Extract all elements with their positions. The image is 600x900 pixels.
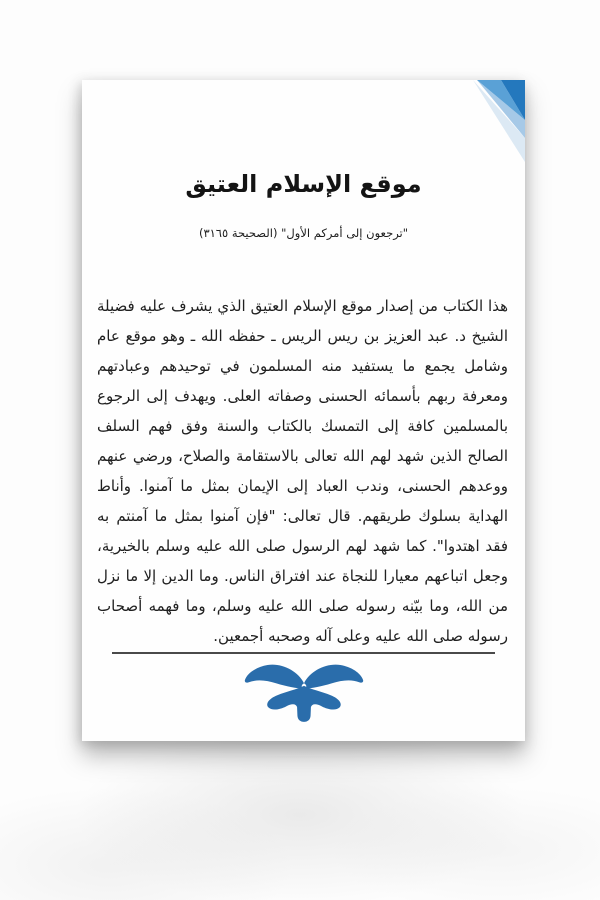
page-subtitle: "ترجعون إلى أمركم الأول" (الصحيحة ٣١٦٥) xyxy=(198,226,409,240)
corner-decoration-icon xyxy=(455,80,525,162)
publisher-logo-icon xyxy=(239,661,369,725)
separator-divider xyxy=(112,652,495,654)
page-title: موقع الإسلام العتيق xyxy=(185,170,422,198)
body-paragraph: هذا الكتاب من إصدار موقع الإسلام العتيق الذي يشرف عليه فضيلة الشيخ د. عبد العزيز بن ريس الريس ـ حفظه الله ـ وهو موقع عام وشامل يجمع ما يستفيد منه المسلمون في توحيدهم وعبادتهم ومعرفة ربهم بأسمائه الحسنى وصفاته العلى. ويهدف إلى الرجوع بالمسلمين كافة إلى التمسك بالكتاب والسنة وفق فهم السلف الصالح الذين شهد لهم الله تعالى بالاستقامة والصلاح، ورضي عنهم ووعدهم الحسنى، وندب العباد إلى الإيمان بمثل ما آمنوا. وأناط الهداية بسلوك طريقهم. قال تعالى: "فإن آمنوا بمثل ما آمنتم به فقد اهتدوا". كما شهد لهم الرسول صلى الله عليه وسلم بالخيرية، وجعل اتباعهم معيارا للنجاة عند افتراق الناس. وما الدين إلا ما نزل من الله، وما بيّنه رسوله صلى الله عليه وسلم، وما فهمه أصحاب رسوله صلى الله عليه وعلى آله وصحبه أجمعين. xyxy=(97,297,508,645)
document-page xyxy=(82,80,525,741)
